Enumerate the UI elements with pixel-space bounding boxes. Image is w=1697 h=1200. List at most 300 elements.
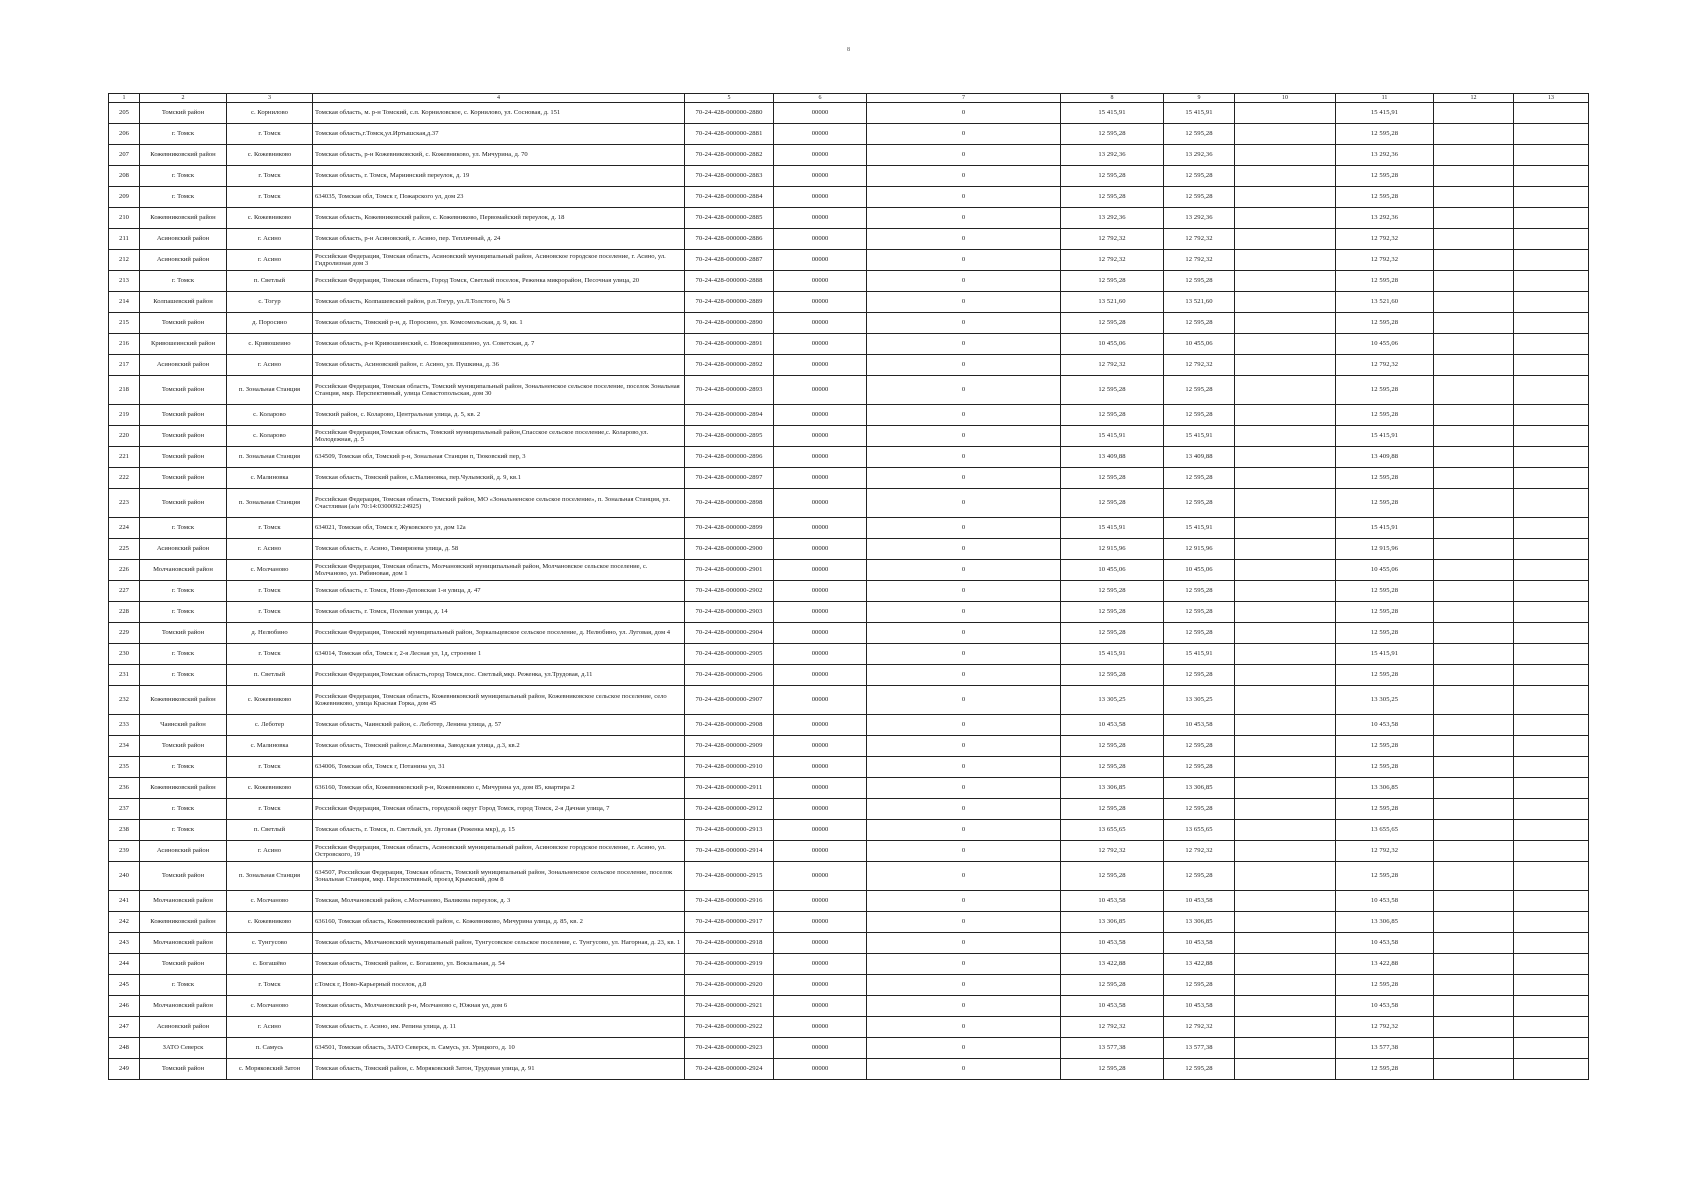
address-cell: Томская область, Молчановский р-н, Молчаново с, Южная ул, дом 6 bbox=[313, 996, 685, 1017]
district-cell: Кожевниковский район bbox=[140, 912, 227, 933]
col10-cell bbox=[1235, 1017, 1336, 1038]
locality-cell: п. Самусь bbox=[227, 1038, 313, 1059]
table-row bbox=[109, 560, 1589, 581]
amount-col9-cell: 12 595,28 bbox=[1164, 581, 1235, 602]
amount-col9-cell: 12 595,28 bbox=[1164, 1059, 1235, 1080]
col10-cell bbox=[1235, 124, 1336, 145]
code-cell: 70-24-428-000000-2907 bbox=[685, 686, 774, 715]
amount-col9-cell: 12 595,28 bbox=[1164, 271, 1235, 292]
amount-col8-cell: 10 455,06 bbox=[1061, 334, 1164, 355]
col13-cell bbox=[1514, 103, 1589, 124]
col12-cell bbox=[1434, 912, 1514, 933]
district-cell: ЗАТО Северск bbox=[140, 1038, 227, 1059]
address-cell: Российская Федерация,Томская область, Томский муниципальный район,Спасское сельское поселение,с. Коларово,ул. Молодежная, д. 5 bbox=[313, 426, 685, 447]
district-cell: Томский район bbox=[140, 447, 227, 468]
amount-col11-cell: 13 409,88 bbox=[1336, 447, 1434, 468]
district-cell: Асиновский район bbox=[140, 355, 227, 376]
district-cell: Томский район bbox=[140, 954, 227, 975]
col13-cell bbox=[1514, 539, 1589, 560]
amount-col9-cell: 13 306,85 bbox=[1164, 912, 1235, 933]
col10-cell bbox=[1235, 665, 1336, 686]
amount-col11-cell: 12 595,28 bbox=[1336, 271, 1434, 292]
amount-col8-cell: 15 415,91 bbox=[1061, 426, 1164, 447]
code-cell: 70-24-428-000000-2912 bbox=[685, 799, 774, 820]
locality-cell: с. Малиновка bbox=[227, 736, 313, 757]
col12-cell bbox=[1434, 778, 1514, 799]
amount-col11-cell: 12 595,28 bbox=[1336, 602, 1434, 623]
amount-col9-cell: 13 422,88 bbox=[1164, 954, 1235, 975]
col7-cell: 0 bbox=[867, 1059, 1061, 1080]
row-number: 226 bbox=[109, 560, 140, 581]
amount-col9-cell: 15 415,91 bbox=[1164, 103, 1235, 124]
col6-cell: 00000 bbox=[774, 757, 867, 778]
district-cell: г. Томск bbox=[140, 757, 227, 778]
amount-col11-cell: 12 595,28 bbox=[1336, 124, 1434, 145]
code-cell: 70-24-428-000000-2890 bbox=[685, 313, 774, 334]
address-cell: Томская область,г.Томск,ул.Иртышская,д.37 bbox=[313, 124, 685, 145]
amount-col11-cell: 10 455,06 bbox=[1336, 334, 1434, 355]
col6-cell: 00000 bbox=[774, 623, 867, 644]
col13-cell bbox=[1514, 1038, 1589, 1059]
col6-cell: 00000 bbox=[774, 103, 867, 124]
col12-cell bbox=[1434, 715, 1514, 736]
locality-cell: п. Зональная Станция bbox=[227, 862, 313, 891]
col12-cell bbox=[1434, 489, 1514, 518]
col10-cell bbox=[1235, 1038, 1336, 1059]
col13-cell bbox=[1514, 560, 1589, 581]
amount-col8-cell: 12 595,28 bbox=[1061, 736, 1164, 757]
table-row bbox=[109, 271, 1589, 292]
col6-cell: 00000 bbox=[774, 250, 867, 271]
col10-cell bbox=[1235, 841, 1336, 862]
code-cell: 70-24-428-000000-2884 bbox=[685, 187, 774, 208]
col7-cell: 0 bbox=[867, 145, 1061, 166]
col6-cell: 00000 bbox=[774, 954, 867, 975]
col7-cell: 0 bbox=[867, 841, 1061, 862]
col6-cell: 00000 bbox=[774, 426, 867, 447]
col7-cell: 0 bbox=[867, 799, 1061, 820]
col12-cell bbox=[1434, 975, 1514, 996]
col10-cell bbox=[1235, 560, 1336, 581]
col12-cell bbox=[1434, 581, 1514, 602]
amount-col8-cell: 12 595,28 bbox=[1061, 1059, 1164, 1080]
locality-cell: г. Томск bbox=[227, 975, 313, 996]
col6-cell: 00000 bbox=[774, 539, 867, 560]
col13-cell bbox=[1514, 145, 1589, 166]
row-number: 229 bbox=[109, 623, 140, 644]
col7-cell: 0 bbox=[867, 405, 1061, 426]
row-number: 207 bbox=[109, 145, 140, 166]
code-cell: 70-24-428-000000-2883 bbox=[685, 166, 774, 187]
col10-cell bbox=[1235, 736, 1336, 757]
amount-col8-cell: 12 595,28 bbox=[1061, 376, 1164, 405]
col7-cell: 0 bbox=[867, 426, 1061, 447]
district-cell: Молчановский район bbox=[140, 891, 227, 912]
table-row bbox=[109, 405, 1589, 426]
table-row bbox=[109, 1038, 1589, 1059]
col6-cell: 00000 bbox=[774, 644, 867, 665]
table-row bbox=[109, 489, 1589, 518]
col10-cell bbox=[1235, 757, 1336, 778]
col7-cell: 0 bbox=[867, 313, 1061, 334]
locality-cell: г. Томск bbox=[227, 518, 313, 539]
col6-cell: 00000 bbox=[774, 1038, 867, 1059]
table-row bbox=[109, 933, 1589, 954]
col10-cell bbox=[1235, 103, 1336, 124]
col12-cell bbox=[1434, 292, 1514, 313]
code-cell: 70-24-428-000000-2908 bbox=[685, 715, 774, 736]
amount-col9-cell: 12 595,28 bbox=[1164, 405, 1235, 426]
amount-col8-cell: 12 792,32 bbox=[1061, 841, 1164, 862]
col7-cell: 0 bbox=[867, 912, 1061, 933]
locality-cell: с. Корнилово bbox=[227, 103, 313, 124]
col6-cell: 00000 bbox=[774, 447, 867, 468]
code-cell: 70-24-428-000000-2894 bbox=[685, 405, 774, 426]
page-number: 8 bbox=[847, 47, 850, 53]
row-number: 248 bbox=[109, 1038, 140, 1059]
address-cell: 634021, Томская обл, Томск г, Жуковского ул, дом 12а bbox=[313, 518, 685, 539]
col13-cell bbox=[1514, 229, 1589, 250]
district-cell: Томский район bbox=[140, 313, 227, 334]
col6-cell: 00000 bbox=[774, 891, 867, 912]
column-number: 5 bbox=[685, 94, 774, 103]
col12-cell bbox=[1434, 933, 1514, 954]
district-cell: г. Томск bbox=[140, 518, 227, 539]
row-number: 233 bbox=[109, 715, 140, 736]
code-cell: 70-24-428-000000-2899 bbox=[685, 518, 774, 539]
col12-cell bbox=[1434, 1059, 1514, 1080]
col10-cell bbox=[1235, 996, 1336, 1017]
code-cell: 70-24-428-000000-2895 bbox=[685, 426, 774, 447]
address-cell: Российская Федерация, Томская область, Асиновский муниципальный район, Асиновское городское поселение, г. Асино, ул. Островского, 19 bbox=[313, 841, 685, 862]
col7-cell: 0 bbox=[867, 975, 1061, 996]
code-cell: 70-24-428-000000-2921 bbox=[685, 996, 774, 1017]
col12-cell bbox=[1434, 954, 1514, 975]
amount-col9-cell: 12 595,28 bbox=[1164, 187, 1235, 208]
amount-col11-cell: 13 292,36 bbox=[1336, 145, 1434, 166]
col6-cell: 00000 bbox=[774, 560, 867, 581]
table-row bbox=[109, 292, 1589, 313]
code-cell: 70-24-428-000000-2909 bbox=[685, 736, 774, 757]
col12-cell bbox=[1434, 862, 1514, 891]
col6-cell: 00000 bbox=[774, 841, 867, 862]
col10-cell bbox=[1235, 145, 1336, 166]
amount-col11-cell: 10 453,58 bbox=[1336, 996, 1434, 1017]
address-cell: Российская Федерация, Томская область, Томский муниципальный район, Зональненское сельское поселение, поселок Зональная Станция, мкр. Перспективный, улица Севастопольская, дом 30 bbox=[313, 376, 685, 405]
amount-col11-cell: 12 792,32 bbox=[1336, 841, 1434, 862]
table-row bbox=[109, 426, 1589, 447]
col12-cell bbox=[1434, 686, 1514, 715]
locality-cell: п. Светлый bbox=[227, 820, 313, 841]
col13-cell bbox=[1514, 355, 1589, 376]
code-cell: 70-24-428-000000-2920 bbox=[685, 975, 774, 996]
row-number: 232 bbox=[109, 686, 140, 715]
locality-cell: с. Тунгусово bbox=[227, 933, 313, 954]
col6-cell: 00000 bbox=[774, 145, 867, 166]
col10-cell bbox=[1235, 891, 1336, 912]
col12-cell bbox=[1434, 468, 1514, 489]
row-number: 228 bbox=[109, 602, 140, 623]
address-cell: 634507, Российская Федерация, Томская область, Томский муниципальный район, Зональненское сельское поселение, поселок Зональная Станция, мкр. Перспективный, проезд Крымский, дом 8 bbox=[313, 862, 685, 891]
address-cell: Российская Федерация, Томская область, городской округ Город Томск, город Томск, 2-я Дачная улица, 7 bbox=[313, 799, 685, 820]
col13-cell bbox=[1514, 334, 1589, 355]
code-cell: 70-24-428-000000-2900 bbox=[685, 539, 774, 560]
amount-col9-cell: 13 577,38 bbox=[1164, 1038, 1235, 1059]
address-cell: Томская, Молчановский район, с.Молчаново, Валикова переулок, д. 3 bbox=[313, 891, 685, 912]
table-row bbox=[109, 166, 1589, 187]
row-number: 218 bbox=[109, 376, 140, 405]
address-cell: Томская область, Асиновский район, г. Асино, ул. Пушкина, д. 36 bbox=[313, 355, 685, 376]
row-number: 222 bbox=[109, 468, 140, 489]
locality-cell: с. Коларово bbox=[227, 426, 313, 447]
amount-col11-cell: 10 455,06 bbox=[1336, 560, 1434, 581]
col7-cell: 0 bbox=[867, 891, 1061, 912]
col7-cell: 0 bbox=[867, 489, 1061, 518]
col13-cell bbox=[1514, 996, 1589, 1017]
locality-cell: с. Кожевниково bbox=[227, 778, 313, 799]
address-cell: Томская область, Молчановский муниципальный район, Тунгусовское сельское поселение, с. Тунгусово, ул. Нагорная, д. 23, кв. 1 bbox=[313, 933, 685, 954]
table-row bbox=[109, 862, 1589, 891]
amount-col8-cell: 13 655,65 bbox=[1061, 820, 1164, 841]
col12-cell bbox=[1434, 208, 1514, 229]
amount-col9-cell: 12 792,32 bbox=[1164, 1017, 1235, 1038]
amount-col11-cell: 12 792,32 bbox=[1336, 355, 1434, 376]
locality-cell: с. Богашёво bbox=[227, 954, 313, 975]
col10-cell bbox=[1235, 447, 1336, 468]
amount-col8-cell: 12 595,28 bbox=[1061, 313, 1164, 334]
col7-cell: 0 bbox=[867, 623, 1061, 644]
col12-cell bbox=[1434, 271, 1514, 292]
col7-cell: 0 bbox=[867, 376, 1061, 405]
row-number: 235 bbox=[109, 757, 140, 778]
table-row bbox=[109, 1059, 1589, 1080]
col13-cell bbox=[1514, 292, 1589, 313]
col13-cell bbox=[1514, 271, 1589, 292]
table-row bbox=[109, 799, 1589, 820]
district-cell: Кожевниковский район bbox=[140, 145, 227, 166]
amount-col8-cell: 12 595,28 bbox=[1061, 468, 1164, 489]
col12-cell bbox=[1434, 644, 1514, 665]
col10-cell bbox=[1235, 602, 1336, 623]
col13-cell bbox=[1514, 208, 1589, 229]
col12-cell bbox=[1434, 355, 1514, 376]
col6-cell: 00000 bbox=[774, 715, 867, 736]
code-cell: 70-24-428-000000-2898 bbox=[685, 489, 774, 518]
amount-col9-cell: 10 455,06 bbox=[1164, 560, 1235, 581]
locality-cell: д. Нелюбино bbox=[227, 623, 313, 644]
locality-cell: г. Томск bbox=[227, 166, 313, 187]
col13-cell bbox=[1514, 975, 1589, 996]
amount-col11-cell: 12 595,28 bbox=[1336, 623, 1434, 644]
col10-cell bbox=[1235, 975, 1336, 996]
district-cell: Молчановский район bbox=[140, 933, 227, 954]
col12-cell bbox=[1434, 757, 1514, 778]
amount-col11-cell: 12 595,28 bbox=[1336, 376, 1434, 405]
address-cell: Томская область, г. Томск, п. Светлый, ул. Луговая (Реженка мкр), д. 15 bbox=[313, 820, 685, 841]
row-number: 219 bbox=[109, 405, 140, 426]
col12-cell bbox=[1434, 447, 1514, 468]
locality-cell: г. Томск bbox=[227, 644, 313, 665]
address-cell: г.Томск г, Ново-Карьерный поселок, д.8 bbox=[313, 975, 685, 996]
amount-col8-cell: 12 595,28 bbox=[1061, 187, 1164, 208]
column-number: 12 bbox=[1434, 94, 1514, 103]
locality-cell: п. Светлый bbox=[227, 665, 313, 686]
amount-col11-cell: 12 595,28 bbox=[1336, 187, 1434, 208]
col7-cell: 0 bbox=[867, 581, 1061, 602]
amount-col11-cell: 15 415,91 bbox=[1336, 644, 1434, 665]
district-cell: Молчановский район bbox=[140, 560, 227, 581]
amount-col8-cell: 12 595,28 bbox=[1061, 166, 1164, 187]
registry-table bbox=[108, 93, 1589, 1080]
amount-col9-cell: 12 595,28 bbox=[1164, 124, 1235, 145]
col10-cell bbox=[1235, 489, 1336, 518]
district-cell: Асиновский район bbox=[140, 841, 227, 862]
column-number: 3 bbox=[227, 94, 313, 103]
col12-cell bbox=[1434, 250, 1514, 271]
table-row bbox=[109, 581, 1589, 602]
col7-cell: 0 bbox=[867, 644, 1061, 665]
amount-col8-cell: 15 415,91 bbox=[1061, 644, 1164, 665]
amount-col8-cell: 12 595,28 bbox=[1061, 862, 1164, 891]
col10-cell bbox=[1235, 623, 1336, 644]
col7-cell: 0 bbox=[867, 447, 1061, 468]
table-row bbox=[109, 229, 1589, 250]
code-cell: 70-24-428-000000-2917 bbox=[685, 912, 774, 933]
col13-cell bbox=[1514, 376, 1589, 405]
col7-cell: 0 bbox=[867, 271, 1061, 292]
row-number: 234 bbox=[109, 736, 140, 757]
row-number: 217 bbox=[109, 355, 140, 376]
col12-cell bbox=[1434, 166, 1514, 187]
amount-col11-cell: 12 595,28 bbox=[1336, 736, 1434, 757]
amount-col11-cell: 10 453,58 bbox=[1336, 715, 1434, 736]
amount-col9-cell: 12 915,96 bbox=[1164, 539, 1235, 560]
table-row bbox=[109, 841, 1589, 862]
amount-col11-cell: 12 595,28 bbox=[1336, 799, 1434, 820]
col12-cell bbox=[1434, 518, 1514, 539]
col10-cell bbox=[1235, 334, 1336, 355]
col10-cell bbox=[1235, 271, 1336, 292]
col7-cell: 0 bbox=[867, 355, 1061, 376]
amount-col8-cell: 12 595,28 bbox=[1061, 124, 1164, 145]
amount-col8-cell: 12 595,28 bbox=[1061, 665, 1164, 686]
col6-cell: 00000 bbox=[774, 405, 867, 426]
col10-cell bbox=[1235, 208, 1336, 229]
col12-cell bbox=[1434, 841, 1514, 862]
col12-cell bbox=[1434, 602, 1514, 623]
address-cell: 636160, Томская обл, Кожевниковский р-н, Кожевниково с, Мичурина ул, дом 85, квартира 2 bbox=[313, 778, 685, 799]
col13-cell bbox=[1514, 166, 1589, 187]
column-number: 6 bbox=[774, 94, 867, 103]
col13-cell bbox=[1514, 313, 1589, 334]
code-cell: 70-24-428-000000-2887 bbox=[685, 250, 774, 271]
col13-cell bbox=[1514, 912, 1589, 933]
locality-cell: с. Кожевниково bbox=[227, 145, 313, 166]
table-body bbox=[109, 94, 1589, 1080]
code-cell: 70-24-428-000000-2889 bbox=[685, 292, 774, 313]
code-cell: 70-24-428-000000-2904 bbox=[685, 623, 774, 644]
locality-cell: г. Томск bbox=[227, 757, 313, 778]
col7-cell: 0 bbox=[867, 757, 1061, 778]
col6-cell: 00000 bbox=[774, 1059, 867, 1080]
col6-cell: 00000 bbox=[774, 292, 867, 313]
code-cell: 70-24-428-000000-2903 bbox=[685, 602, 774, 623]
row-number: 244 bbox=[109, 954, 140, 975]
amount-col8-cell: 12 595,28 bbox=[1061, 581, 1164, 602]
district-cell: Асиновский район bbox=[140, 229, 227, 250]
address-cell: Томская область, Томский р-н, д. Поросино, ул. Комсомольская, д. 9, кв. 1 bbox=[313, 313, 685, 334]
district-cell: г. Томск bbox=[140, 799, 227, 820]
col13-cell bbox=[1514, 489, 1589, 518]
district-cell: Молчановский район bbox=[140, 996, 227, 1017]
col7-cell: 0 bbox=[867, 334, 1061, 355]
amount-col11-cell: 12 595,28 bbox=[1336, 313, 1434, 334]
district-cell: г. Томск bbox=[140, 975, 227, 996]
code-cell: 70-24-428-000000-2914 bbox=[685, 841, 774, 862]
amount-col9-cell: 15 415,91 bbox=[1164, 644, 1235, 665]
col6-cell: 00000 bbox=[774, 229, 867, 250]
code-cell: 70-24-428-000000-2892 bbox=[685, 355, 774, 376]
table-row bbox=[109, 187, 1589, 208]
code-cell: 70-24-428-000000-2915 bbox=[685, 862, 774, 891]
amount-col11-cell: 13 577,38 bbox=[1336, 1038, 1434, 1059]
col7-cell: 0 bbox=[867, 1038, 1061, 1059]
col12-cell bbox=[1434, 124, 1514, 145]
amount-col8-cell: 15 415,91 bbox=[1061, 518, 1164, 539]
col7-cell: 0 bbox=[867, 124, 1061, 145]
amount-col11-cell: 12 595,28 bbox=[1336, 757, 1434, 778]
col6-cell: 00000 bbox=[774, 778, 867, 799]
col10-cell bbox=[1235, 539, 1336, 560]
col6-cell: 00000 bbox=[774, 208, 867, 229]
amount-col8-cell: 12 595,28 bbox=[1061, 271, 1164, 292]
locality-cell: с. Малиновка bbox=[227, 468, 313, 489]
col10-cell bbox=[1235, 187, 1336, 208]
col10-cell bbox=[1235, 644, 1336, 665]
col6-cell: 00000 bbox=[774, 468, 867, 489]
col10-cell bbox=[1235, 229, 1336, 250]
locality-cell: с. Кожевниково bbox=[227, 912, 313, 933]
col6-cell: 00000 bbox=[774, 334, 867, 355]
amount-col11-cell: 12 915,96 bbox=[1336, 539, 1434, 560]
code-cell: 70-24-428-000000-2902 bbox=[685, 581, 774, 602]
col6-cell: 00000 bbox=[774, 996, 867, 1017]
col7-cell: 0 bbox=[867, 292, 1061, 313]
address-cell: Томская область, Томский район,с.Малиновка, Заводская улица, д.3, кв.2 bbox=[313, 736, 685, 757]
table-row bbox=[109, 103, 1589, 124]
locality-cell: г. Томск bbox=[227, 124, 313, 145]
amount-col9-cell: 12 595,28 bbox=[1164, 736, 1235, 757]
address-cell: Томская область, г. Томск, Мариинский переулок, д. 19 bbox=[313, 166, 685, 187]
col7-cell: 0 bbox=[867, 736, 1061, 757]
locality-cell: п. Зональная Станция bbox=[227, 447, 313, 468]
amount-col11-cell: 12 595,28 bbox=[1336, 665, 1434, 686]
row-number: 242 bbox=[109, 912, 140, 933]
col10-cell bbox=[1235, 166, 1336, 187]
col10-cell bbox=[1235, 426, 1336, 447]
amount-col8-cell: 10 453,58 bbox=[1061, 715, 1164, 736]
address-cell: 634006, Томская обл, Томск г, Потанина ул, 31 bbox=[313, 757, 685, 778]
amount-col11-cell: 15 415,91 bbox=[1336, 426, 1434, 447]
row-number: 237 bbox=[109, 799, 140, 820]
code-cell: 70-24-428-000000-2924 bbox=[685, 1059, 774, 1080]
amount-col8-cell: 12 595,28 bbox=[1061, 489, 1164, 518]
column-number: 8 bbox=[1061, 94, 1164, 103]
col12-cell bbox=[1434, 145, 1514, 166]
amount-col9-cell: 10 453,58 bbox=[1164, 933, 1235, 954]
district-cell: г. Томск bbox=[140, 665, 227, 686]
col12-cell bbox=[1434, 1017, 1514, 1038]
